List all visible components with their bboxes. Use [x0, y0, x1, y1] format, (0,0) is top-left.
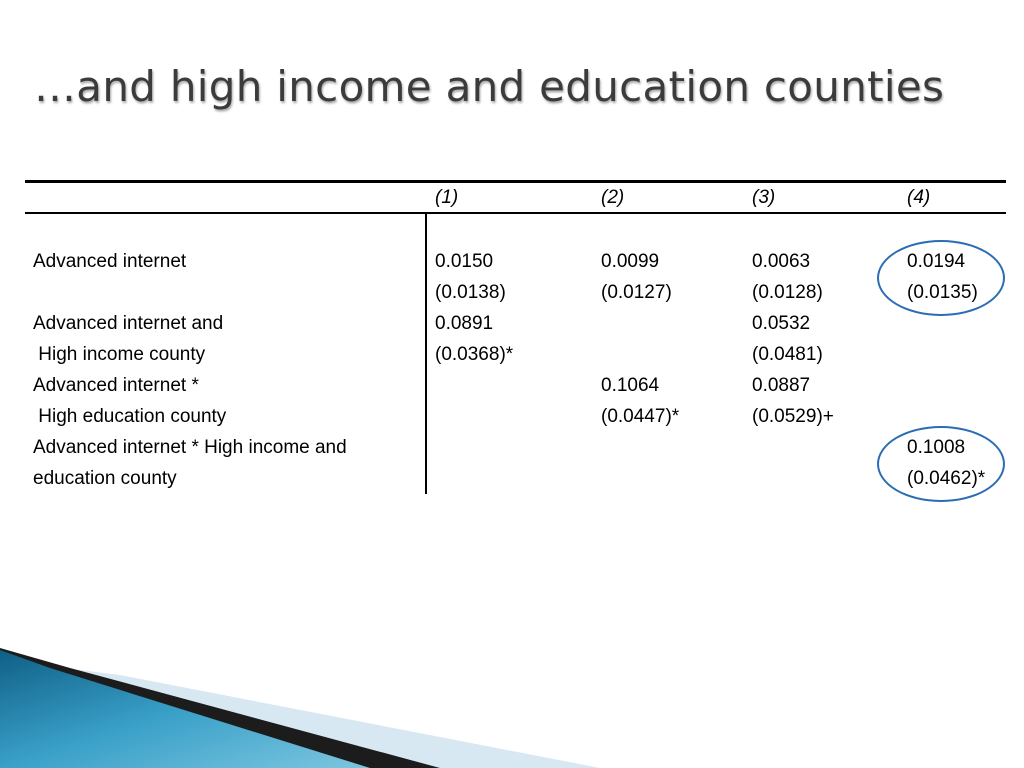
coef-cell: 0.1008 — [907, 437, 966, 458]
column-header-2: (2) — [601, 187, 625, 208]
se-cell: (0.0127) — [601, 282, 672, 303]
se-cell: (0.0138) — [435, 282, 506, 303]
column-header-3: (3) — [752, 187, 776, 208]
se-cell: (0.0128) — [752, 282, 823, 303]
row-label: Advanced internet * — [33, 375, 199, 396]
se-cell: (0.0135) — [907, 282, 978, 303]
row-label: Advanced internet — [33, 251, 187, 272]
row-label: High education county — [33, 406, 227, 427]
coef-cell: 0.0063 — [752, 251, 811, 272]
se-cell: (0.0368)* — [435, 344, 514, 365]
row-label: High income county — [33, 344, 206, 365]
slide-title: …and high income and education counties — [34, 62, 945, 111]
se-cell: (0.0462)* — [907, 468, 986, 489]
column-header-1: (1) — [435, 187, 459, 208]
column-header-4: (4) — [907, 187, 931, 208]
row-label: education county — [33, 468, 177, 489]
coef-cell: 0.0532 — [752, 313, 811, 334]
coef-cell: 0.0150 — [435, 251, 494, 272]
coef-cell: 0.0099 — [601, 251, 660, 272]
se-cell: (0.0529)+ — [752, 406, 834, 427]
se-cell: (0.0481) — [752, 344, 823, 365]
coef-cell: 0.0887 — [752, 375, 811, 396]
coef-cell: 0.0891 — [435, 313, 494, 334]
coef-cell: 0.1064 — [601, 375, 660, 396]
row-label: Advanced internet and — [33, 313, 224, 334]
coef-cell: 0.0194 — [907, 251, 966, 272]
se-cell: (0.0447)* — [601, 406, 680, 427]
row-label: Advanced internet * High income and — [33, 437, 347, 458]
